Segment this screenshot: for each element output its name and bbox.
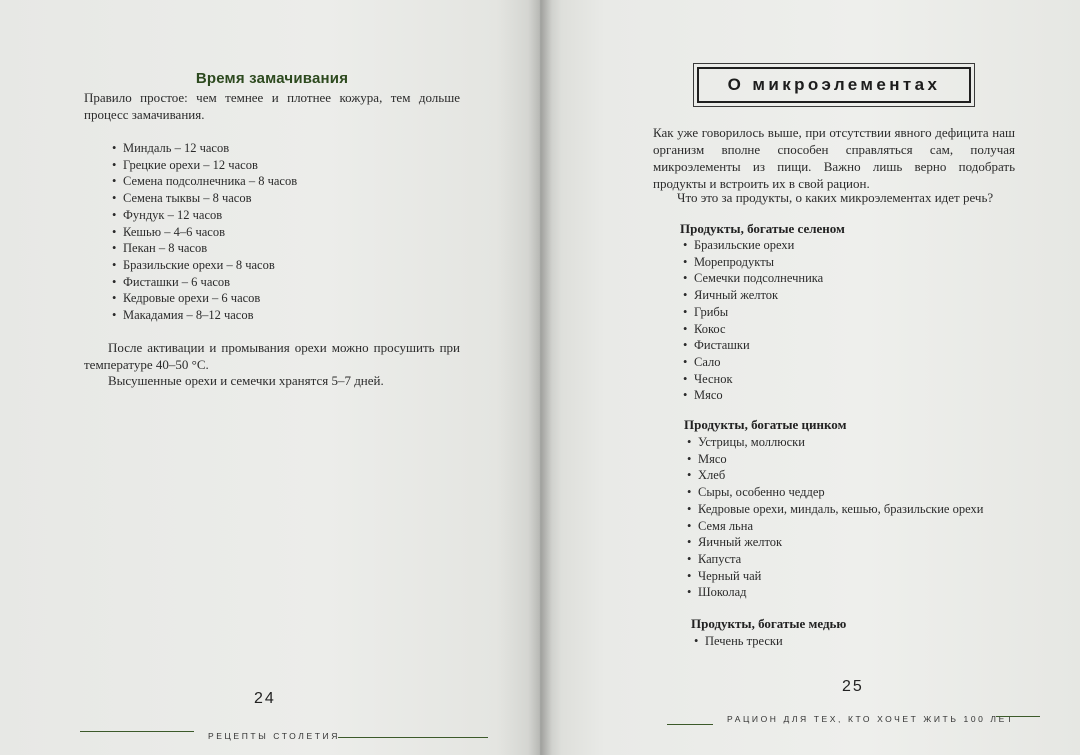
bullet-icon: • xyxy=(687,568,692,583)
bullet-icon: • xyxy=(112,191,117,206)
copper-foods-list xyxy=(694,633,783,650)
list-item xyxy=(112,290,297,307)
bullet-icon: • xyxy=(683,338,688,353)
soaking-rule-paragraph: Правило простое: чем темнее и плотнее кожура, тем дольше процесс замачивания. xyxy=(84,90,460,122)
list-item xyxy=(683,304,823,321)
footer-right: РАЦИОН ДЛЯ ТЕХ, КТО ХОЧЕТ ЖИТЬ 100 ЛЕТ xyxy=(727,714,1015,724)
list-item-text: Бразильские орехи xyxy=(694,238,795,252)
list-item-text: Мясо xyxy=(694,388,723,403)
bullet-icon: • xyxy=(687,585,692,600)
list-item-text: Яичный желток xyxy=(694,288,779,303)
bullet-icon: • xyxy=(683,254,688,269)
list-item xyxy=(683,387,823,404)
list-item-text: Семечки подсолнечника xyxy=(694,271,824,286)
list-item-text: Семя льна xyxy=(698,518,753,533)
list-item xyxy=(112,274,297,291)
bullet-icon: • xyxy=(112,291,117,306)
footer-rule-right-b xyxy=(996,716,1040,717)
bullet-icon: • xyxy=(112,308,117,323)
footer-rule-right-a xyxy=(667,724,713,725)
list-item-text: Морепродукты xyxy=(694,254,775,269)
list-item xyxy=(112,140,297,157)
list-item xyxy=(112,173,298,190)
list-item-text: Грибы xyxy=(694,304,729,319)
list-item-text: Семена тыквы – 8 часов xyxy=(123,191,252,206)
bullet-icon: • xyxy=(687,501,692,516)
bullet-icon: • xyxy=(112,174,117,189)
list-item-text: Фисташки – 6 часов xyxy=(123,274,231,289)
list-item-text: Сало xyxy=(694,354,721,369)
list-item xyxy=(687,501,984,518)
list-item xyxy=(687,467,983,484)
bullet-icon: • xyxy=(683,271,688,286)
bullet-icon: • xyxy=(687,535,692,550)
bullet-icon: • xyxy=(687,468,692,483)
soaking-time-heading: Время замачивания xyxy=(195,70,349,87)
list-item-text: Мясо xyxy=(698,451,727,466)
list-item xyxy=(683,287,823,304)
list-item xyxy=(687,484,983,501)
list-item xyxy=(683,237,823,254)
list-item-text: Бразильские орехи – 8 часов xyxy=(123,257,275,272)
list-item-text: Чеснок xyxy=(694,371,733,386)
bullet-icon: • xyxy=(687,451,692,466)
bullet-icon: • xyxy=(112,224,117,239)
microelements-question: Что это за продукты, о каких микроэлементах идет речь? xyxy=(677,190,994,205)
list-item-text: Яичный желток xyxy=(698,535,783,550)
bullet-icon: • xyxy=(683,388,688,403)
bullet-icon: • xyxy=(112,241,117,256)
bullet-icon: • xyxy=(683,288,688,303)
soak-times-list xyxy=(112,140,298,324)
footer-rule-left-a xyxy=(80,731,194,732)
microelements-intro: Как уже говорилось выше, при отсутствии явного дефицита наш организм вполне способен справляться сам, получая микроэлементы из пищи. Важно лишь верно подобрать продукты и встроить их в свой рацион. xyxy=(653,125,1015,191)
footer-left: РЕЦЕПТЫ СТОЛЕТИЯ xyxy=(208,731,340,741)
list-item-text: Миндаль – 12 часов xyxy=(123,141,230,155)
bullet-icon: • xyxy=(683,354,688,369)
list-item-text: Шоколад xyxy=(698,585,747,600)
bullet-icon: • xyxy=(683,304,688,319)
drying-paragraph: После активации и промывания орехи можно просушить при температуре 40–50 °C. xyxy=(84,340,460,372)
book-gutter xyxy=(528,0,552,755)
bullet-icon: • xyxy=(112,157,117,172)
list-item-text: Кешью – 4–6 часов xyxy=(123,224,225,239)
list-item xyxy=(683,371,823,388)
list-item-text: Фундук – 12 часов xyxy=(123,207,223,222)
bullet-icon: • xyxy=(683,321,688,336)
footer-rule-left-b xyxy=(338,737,488,738)
zinc-foods-list xyxy=(687,434,984,601)
microelements-title-box: О микроэлементах xyxy=(697,67,971,103)
list-item xyxy=(112,240,297,257)
bullet-icon: • xyxy=(112,207,117,222)
list-item xyxy=(112,307,297,324)
list-item xyxy=(112,257,297,274)
bullet-icon: • xyxy=(112,257,117,272)
storage-paragraph: Высушенные орехи и семечки хранятся 5–7 дней. xyxy=(108,373,384,388)
list-item-text: Кедровые орехи – 6 часов xyxy=(123,291,261,306)
bullet-icon: • xyxy=(683,238,688,252)
list-item xyxy=(112,224,297,241)
list-item xyxy=(683,254,823,271)
bullet-icon: • xyxy=(112,141,117,155)
page-number-right: 25 xyxy=(842,678,864,695)
list-item xyxy=(112,207,297,224)
list-item-text: Кедровые орехи, миндаль, кешью, бразильские орехи xyxy=(698,501,984,516)
page-number-left: 24 xyxy=(254,690,276,707)
list-item-text: Печень трески xyxy=(705,634,783,648)
list-item xyxy=(687,534,983,551)
selenium-foods-list xyxy=(683,237,824,404)
list-item-text: Кокос xyxy=(694,321,726,336)
list-item-text: Черный чай xyxy=(698,568,762,583)
selenium-heading: Продукты, богатые селеном xyxy=(680,221,845,236)
bullet-icon: • xyxy=(112,274,117,289)
list-item xyxy=(687,518,983,535)
list-item xyxy=(687,568,983,585)
list-item-text: Фисташки xyxy=(694,338,750,353)
list-item-text: Устрицы, моллюски xyxy=(698,435,805,449)
copper-heading: Продукты, богатые медью xyxy=(691,616,847,631)
list-item xyxy=(683,354,823,371)
bullet-icon: • xyxy=(687,435,692,449)
list-item-text: Макадамия – 8–12 часов xyxy=(123,308,254,323)
bullet-icon: • xyxy=(687,551,692,566)
list-item xyxy=(687,451,983,468)
list-item-text: Пекан – 8 часов xyxy=(123,241,208,256)
bullet-icon: • xyxy=(687,518,692,533)
zinc-heading: Продукты, богатые цинком xyxy=(684,417,847,432)
list-item xyxy=(687,434,983,451)
list-item xyxy=(112,157,297,174)
list-item xyxy=(683,321,823,338)
list-item-text: Капуста xyxy=(698,551,742,566)
list-item-text: Сыры, особенно чеддер xyxy=(698,485,825,500)
list-item xyxy=(687,584,983,601)
list-item xyxy=(683,337,823,354)
list-item-text: Семена подсолнечника – 8 часов xyxy=(123,174,298,189)
bullet-icon: • xyxy=(683,371,688,386)
list-item xyxy=(112,190,297,207)
list-item-text: Грецкие орехи – 12 часов xyxy=(123,157,258,172)
list-item-text: Хлеб xyxy=(698,468,726,483)
bullet-icon: • xyxy=(694,634,699,648)
list-item xyxy=(683,270,824,287)
bullet-icon: • xyxy=(687,485,692,500)
list-item xyxy=(687,551,983,568)
list-item xyxy=(694,633,783,650)
